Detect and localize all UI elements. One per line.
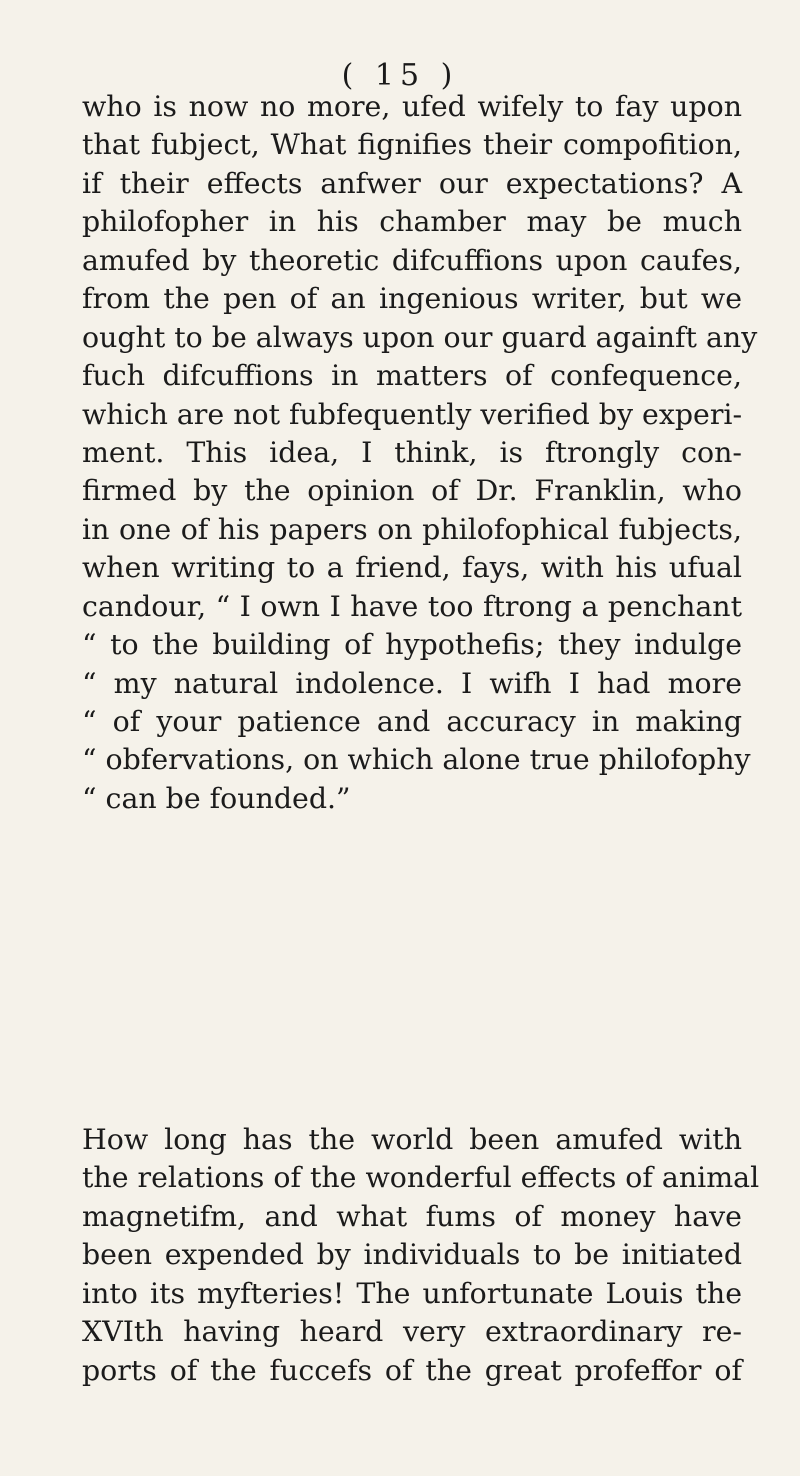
text-line: “ obfervations, on which alone true philofophy <box>82 743 751 777</box>
text-line: candour, “ I own I have too ftrong a penchant <box>82 589 742 623</box>
text-line: into its myfteries! The unfortunate Louis the <box>82 1276 742 1310</box>
text-line: XVIth having heard very extraordinary re- <box>82 1315 742 1349</box>
text-line: “ of your patience and accuracy in making <box>82 705 742 738</box>
text-line: when writing to a friend, fays, with his ufual <box>82 551 742 585</box>
text-line: if their effects anfwer our expectations? A <box>82 166 742 200</box>
text-line: amufed by theoretic difcuffions upon caufes, <box>82 243 742 277</box>
text-line: that fubject, What fignifies their compofition, <box>82 128 742 162</box>
text-line: magnetifm, and what fums of money have <box>82 1199 742 1233</box>
text-line: How long has the world been amufed with <box>82 1123 742 1156</box>
text-line: who is now no more, ufed wifely to fay upon <box>82 90 742 123</box>
text-line: which are not fubfequently verified by experi- <box>82 397 743 431</box>
text-line: fuch difcuffions in matters of confequence, <box>82 359 742 393</box>
text-line: ports of the fuccefs of the great profeffor of <box>82 1353 742 1387</box>
text-line: in one of his papers on philofophical fubjects, <box>82 512 742 546</box>
text-line: the relations of the wonderful effects of animal <box>82 1161 760 1195</box>
page-number: ( 15 ) <box>341 58 459 93</box>
text-line: “ my natural indolence. I wifh I had more <box>82 666 742 700</box>
text-line: “ can be founded.” <box>82 781 351 815</box>
text-line: philofopher in his chamber may be much <box>82 205 742 239</box>
text-line: ment. This idea, I think, is ftrongly con- <box>82 435 742 469</box>
paragraph-2 <box>82 1121 760 1390</box>
text-line: ought to be always upon our guard againft any <box>82 320 758 354</box>
text-line: from the pen of an ingenious writer, but we <box>82 282 742 316</box>
text-line: firmed by the opinion of Dr. Franklin, who <box>82 474 742 508</box>
paragraph-1 <box>82 88 758 818</box>
text-line: “ to the building of hypothefis; they indulge <box>82 628 742 662</box>
text-line: been expended by individuals to be initiated <box>82 1238 742 1272</box>
